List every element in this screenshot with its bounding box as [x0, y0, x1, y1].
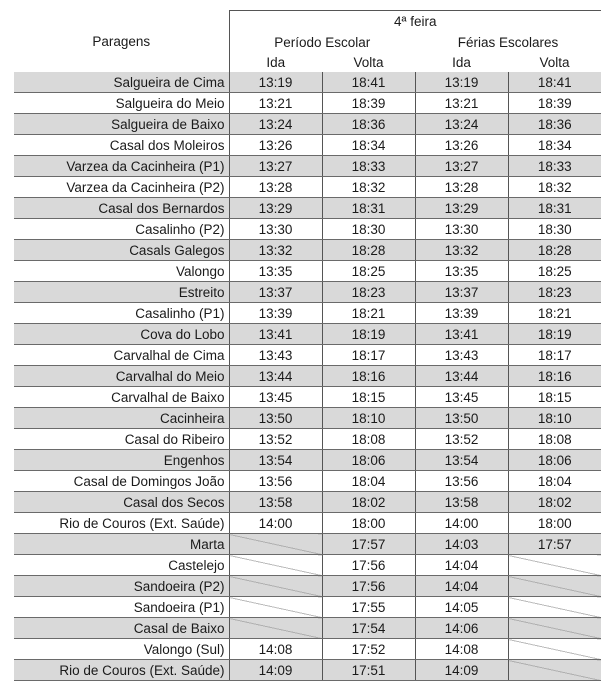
- stop-name: Marta: [14, 534, 229, 555]
- stop-name: Casal de Baixo: [14, 618, 229, 639]
- time-cell: 13:29: [229, 198, 322, 219]
- time-cell: 18:39: [508, 93, 601, 114]
- time-cell: 13:37: [229, 282, 322, 303]
- day-header: 4ª feira: [229, 11, 601, 33]
- stop-name: Sandoeira (P2): [14, 576, 229, 597]
- time-cell: 13:27: [415, 156, 508, 177]
- stop-name: Casal de Domingos João: [14, 471, 229, 492]
- table-row: [14, 450, 601, 471]
- time-cell: 18:23: [508, 282, 601, 303]
- time-cell: 18:10: [322, 408, 415, 429]
- stop-name: Casal dos Moleiros: [14, 135, 229, 156]
- stop-name: Salgueira de Cima: [14, 72, 229, 93]
- time-cell: 13:58: [415, 492, 508, 513]
- no-service-cell: [229, 597, 322, 618]
- time-cell: 18:32: [322, 177, 415, 198]
- time-cell: 13:19: [415, 72, 508, 93]
- time-cell: 18:19: [322, 324, 415, 345]
- time-cell: 18:31: [322, 198, 415, 219]
- time-cell: 18:25: [322, 261, 415, 282]
- periodo-escolar-header: Período Escolar: [274, 34, 371, 50]
- no-service-cell: [229, 534, 322, 555]
- table-row: [14, 576, 601, 597]
- time-cell: 18:00: [322, 513, 415, 534]
- time-cell: 13:54: [229, 450, 322, 471]
- volta-header: Volta: [539, 54, 570, 70]
- table-row: [14, 135, 601, 156]
- stop-name: Casal dos Bernardos: [14, 198, 229, 219]
- stop-name: Carvalhal de Cima: [14, 345, 229, 366]
- time-cell: 18:04: [508, 471, 601, 492]
- time-cell: 13:41: [229, 324, 322, 345]
- ida-header: Ida: [266, 54, 286, 70]
- ferias-escolares-header: Férias Escolares: [457, 34, 559, 50]
- time-cell: 18:33: [508, 156, 601, 177]
- stop-name: Rio de Couros (Ext. Saúde): [14, 513, 229, 534]
- time-cell: 17:57: [322, 534, 415, 555]
- time-cell: 13:39: [229, 303, 322, 324]
- paragens-header: Paragens: [14, 11, 229, 73]
- time-cell: 18:16: [322, 366, 415, 387]
- time-cell: 13:26: [229, 135, 322, 156]
- time-cell: 18:21: [322, 303, 415, 324]
- time-cell: 13:52: [229, 429, 322, 450]
- stop-name: Casal do Ribeiro: [14, 429, 229, 450]
- time-cell: 13:24: [415, 114, 508, 135]
- table-row: [14, 639, 601, 660]
- no-service-cell: [508, 597, 601, 618]
- no-service-cell: [508, 618, 601, 639]
- time-cell: 18:15: [322, 387, 415, 408]
- time-cell: 13:37: [415, 282, 508, 303]
- stop-name: Castelejo: [14, 555, 229, 576]
- table-row: [14, 261, 601, 282]
- time-cell: 13:39: [415, 303, 508, 324]
- time-cell: 17:51: [322, 660, 415, 681]
- time-cell: 13:44: [229, 366, 322, 387]
- time-cell: 14:04: [415, 555, 508, 576]
- stop-name: Carvalhal do Meio: [14, 366, 229, 387]
- stop-name: Casalinho (P1): [14, 303, 229, 324]
- time-cell: 13:50: [229, 408, 322, 429]
- table-row: [14, 156, 601, 177]
- time-cell: 17:52: [322, 639, 415, 660]
- ida-header: Ida: [452, 54, 471, 70]
- stop-name: Estreito: [14, 282, 229, 303]
- time-cell: 14:08: [415, 639, 508, 660]
- table-row: [14, 198, 601, 219]
- time-cell: 13:28: [415, 177, 508, 198]
- time-cell: 18:06: [322, 450, 415, 471]
- time-cell: 13:32: [415, 240, 508, 261]
- table-row: [14, 387, 601, 408]
- time-cell: 14:06: [415, 618, 508, 639]
- time-cell: 18:41: [508, 72, 601, 93]
- time-cell: 13:45: [229, 387, 322, 408]
- table-row: [14, 429, 601, 450]
- volta-header: Volta: [353, 54, 384, 70]
- time-cell: 18:31: [508, 198, 601, 219]
- time-cell: 13:21: [229, 93, 322, 114]
- stop-name: Cacinheira: [14, 408, 229, 429]
- time-cell: 18:30: [322, 219, 415, 240]
- time-cell: 13:52: [415, 429, 508, 450]
- time-cell: 18:34: [322, 135, 415, 156]
- no-service-cell: [229, 618, 322, 639]
- time-cell: 13:56: [415, 471, 508, 492]
- time-cell: 18:08: [508, 429, 601, 450]
- time-cell: 18:21: [508, 303, 601, 324]
- time-cell: 14:08: [229, 639, 322, 660]
- stop-name: Valongo: [14, 261, 229, 282]
- stop-name: Salgueira do Meio: [14, 93, 229, 114]
- table-row: [14, 408, 601, 429]
- time-cell: 18:04: [322, 471, 415, 492]
- time-cell: 18:34: [508, 135, 601, 156]
- table-row: [14, 324, 601, 345]
- time-cell: 18:28: [322, 240, 415, 261]
- time-cell: 14:00: [415, 513, 508, 534]
- table-row: [14, 93, 601, 114]
- stop-name: Casal dos Secos: [14, 492, 229, 513]
- time-cell: 13:30: [229, 219, 322, 240]
- time-cell: 13:50: [415, 408, 508, 429]
- time-cell: 14:04: [415, 576, 508, 597]
- time-cell: 17:56: [322, 555, 415, 576]
- time-cell: 13:30: [415, 219, 508, 240]
- table-row: [14, 177, 601, 198]
- time-cell: 13:43: [229, 345, 322, 366]
- stop-name: Salgueira de Baixo: [14, 114, 229, 135]
- time-cell: 13:35: [229, 261, 322, 282]
- table-row: [14, 660, 601, 681]
- time-cell: 18:28: [508, 240, 601, 261]
- stop-name: Rio de Couros (Ext. Saúde): [14, 660, 229, 681]
- time-cell: 17:54: [322, 618, 415, 639]
- time-cell: 13:43: [415, 345, 508, 366]
- time-cell: 18:17: [508, 345, 601, 366]
- time-cell: 13:28: [229, 177, 322, 198]
- time-cell: 13:58: [229, 492, 322, 513]
- stop-name: Valongo (Sul): [14, 639, 229, 660]
- no-service-cell: [229, 555, 322, 576]
- table-row: [14, 345, 601, 366]
- time-cell: 18:02: [322, 492, 415, 513]
- time-cell: 13:54: [415, 450, 508, 471]
- no-service-cell: [508, 555, 601, 576]
- time-cell: 18:06: [508, 450, 601, 471]
- time-cell: 18:41: [322, 72, 415, 93]
- table-row: [14, 492, 601, 513]
- table-row: [14, 219, 601, 240]
- stop-name: Casals Galegos: [14, 240, 229, 261]
- time-cell: 18:17: [322, 345, 415, 366]
- no-service-cell: [229, 576, 322, 597]
- table-row: [14, 513, 601, 534]
- time-cell: 18:23: [322, 282, 415, 303]
- time-cell: 18:10: [508, 408, 601, 429]
- time-cell: 13:27: [229, 156, 322, 177]
- table-row: [14, 471, 601, 492]
- timetable: [14, 10, 601, 681]
- time-cell: 17:57: [508, 534, 601, 555]
- table-row: [14, 597, 601, 618]
- stop-name: Sandoeira (P1): [14, 597, 229, 618]
- time-cell: 18:16: [508, 366, 601, 387]
- time-cell: 13:44: [415, 366, 508, 387]
- time-cell: 18:25: [508, 261, 601, 282]
- stop-name: Casalinho (P2): [14, 219, 229, 240]
- time-cell: 13:24: [229, 114, 322, 135]
- timetable-body: [14, 72, 601, 681]
- table-row: [14, 534, 601, 555]
- time-cell: 18:02: [508, 492, 601, 513]
- table-row: [14, 72, 601, 93]
- table-row: [14, 114, 601, 135]
- time-cell: 18:36: [508, 114, 601, 135]
- time-cell: 13:19: [229, 72, 322, 93]
- time-cell: 14:05: [415, 597, 508, 618]
- table-row: [14, 366, 601, 387]
- time-cell: 18:00: [508, 513, 601, 534]
- no-service-cell: [508, 576, 601, 597]
- table-row: [14, 303, 601, 324]
- stop-name: Varzea da Cacinheira (P1): [14, 156, 229, 177]
- time-cell: 14:09: [229, 660, 322, 681]
- time-cell: 14:03: [415, 534, 508, 555]
- time-cell: 18:32: [508, 177, 601, 198]
- no-service-cell: [508, 660, 601, 681]
- table-row: [14, 555, 601, 576]
- time-cell: 18:08: [322, 429, 415, 450]
- stop-name: Varzea da Cacinheira (P2): [14, 177, 229, 198]
- table-row: [14, 618, 601, 639]
- time-cell: 18:15: [508, 387, 601, 408]
- time-cell: 13:29: [415, 198, 508, 219]
- time-cell: 18:36: [322, 114, 415, 135]
- no-service-cell: [508, 639, 601, 660]
- time-cell: 13:21: [415, 93, 508, 114]
- timetable-container: [14, 10, 601, 681]
- table-row: [14, 240, 601, 261]
- time-cell: 18:30: [508, 219, 601, 240]
- time-cell: 18:33: [322, 156, 415, 177]
- time-cell: 13:45: [415, 387, 508, 408]
- time-cell: 18:19: [508, 324, 601, 345]
- stop-name: Engenhos: [14, 450, 229, 471]
- time-cell: 18:39: [322, 93, 415, 114]
- time-cell: 13:35: [415, 261, 508, 282]
- time-cell: 13:26: [415, 135, 508, 156]
- time-cell: 17:56: [322, 576, 415, 597]
- time-cell: 17:55: [322, 597, 415, 618]
- time-cell: 13:32: [229, 240, 322, 261]
- time-cell: 14:00: [229, 513, 322, 534]
- stop-name: Cova do Lobo: [14, 324, 229, 345]
- time-cell: 14:09: [415, 660, 508, 681]
- time-cell: 13:41: [415, 324, 508, 345]
- table-row: [14, 282, 601, 303]
- time-cell: 13:56: [229, 471, 322, 492]
- stop-name: Carvalhal de Baixo: [14, 387, 229, 408]
